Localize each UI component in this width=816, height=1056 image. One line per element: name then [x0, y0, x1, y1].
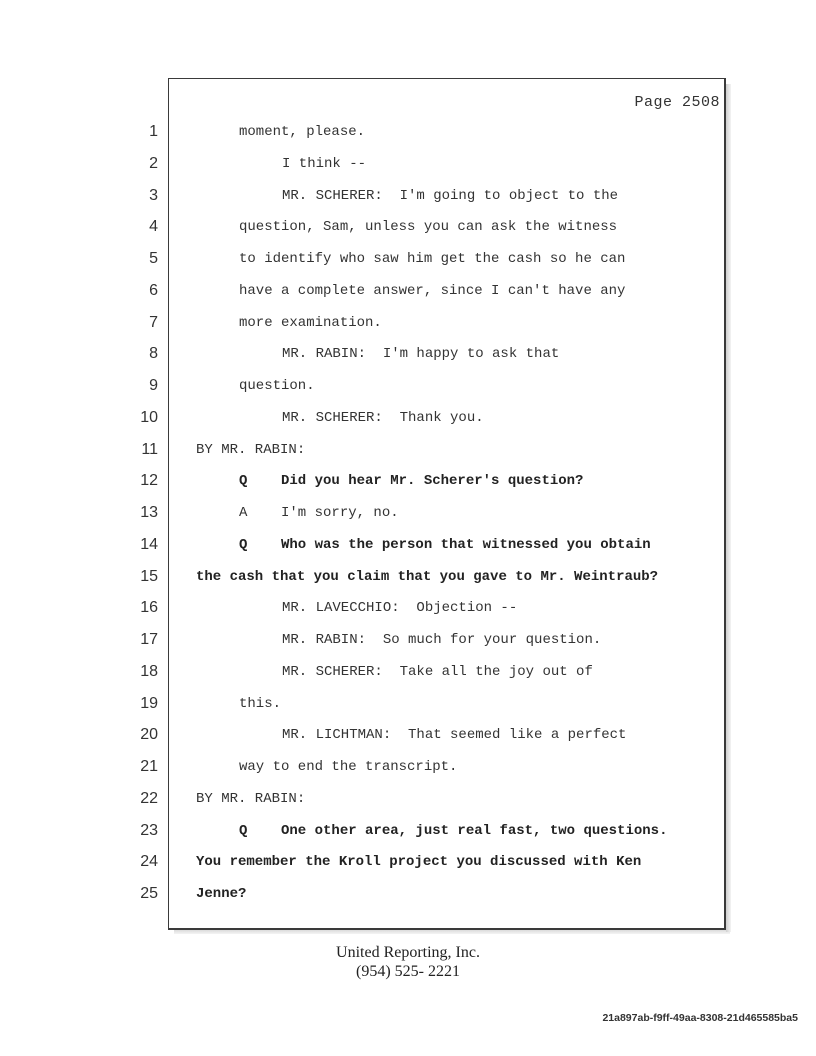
- transcript-line: You remember the Kroll project you discussed with Ken: [196, 854, 642, 870]
- page-number: Page 2508: [634, 94, 720, 111]
- transcript-line: MR. SCHERER: Take all the joy out of: [282, 664, 593, 680]
- transcript-line: BY MR. RABIN:: [196, 442, 306, 458]
- transcript-line: question, Sam, unless you can ask the witness: [239, 219, 618, 235]
- transcript-line: A I'm sorry, no.: [239, 505, 399, 521]
- line-number: 3: [149, 187, 158, 204]
- transcript-line: MR. RABIN: So much for your question.: [282, 632, 602, 648]
- transcript-line: MR. LAVECCHIO: Objection --: [282, 600, 518, 616]
- line-number: 4: [149, 218, 158, 235]
- line-number: 20: [140, 726, 158, 743]
- line-number: 8: [149, 345, 158, 362]
- transcript-line: Q Did you hear Mr. Scherer's question?: [239, 473, 584, 489]
- transcript-line: MR. LICHTMAN: That seemed like a perfect: [282, 727, 627, 743]
- transcript-line: BY MR. RABIN:: [196, 791, 306, 807]
- line-number: 17: [140, 631, 158, 648]
- transcript-line: Jenne?: [196, 886, 247, 902]
- transcript-line: MR. RABIN: I'm happy to ask that: [282, 346, 560, 362]
- line-number: 13: [140, 504, 158, 521]
- footer-company: United Reporting, Inc.: [336, 944, 480, 961]
- line-number: 15: [140, 568, 158, 585]
- line-number: 9: [149, 377, 158, 394]
- transcript-line: have a complete answer, since I can't have any: [239, 283, 626, 299]
- line-number: 19: [140, 695, 158, 712]
- line-number: 23: [140, 822, 158, 839]
- line-number: 16: [140, 599, 158, 616]
- transcript-line: this.: [239, 696, 282, 712]
- line-number: 10: [140, 409, 158, 426]
- transcript-line: MR. SCHERER: I'm going to object to the: [282, 188, 619, 204]
- line-number: 14: [140, 536, 158, 553]
- transcript-line: Q One other area, just real fast, two questions.: [239, 823, 668, 839]
- line-number: 12: [140, 472, 158, 489]
- line-number: 7: [149, 314, 158, 331]
- frame-shadow-right: [726, 84, 731, 932]
- line-number: 6: [149, 282, 158, 299]
- transcript-line: I think --: [282, 156, 367, 172]
- line-number: 22: [140, 790, 158, 807]
- line-number: 11: [141, 441, 158, 458]
- transcript-line: MR. SCHERER: Thank you.: [282, 410, 484, 426]
- transcript-line: more examination.: [239, 315, 382, 331]
- line-number: 25: [140, 885, 158, 902]
- line-number: 5: [149, 250, 158, 267]
- footer-phone: (954) 525- 2221: [356, 963, 460, 980]
- transcript-line: way to end the transcript.: [239, 759, 458, 775]
- line-number: 21: [140, 758, 158, 775]
- line-number: 24: [140, 853, 158, 870]
- transcript-line: the cash that you claim that you gave to Mr. Weintraub?: [196, 569, 659, 585]
- transcript-line: moment, please.: [239, 124, 366, 140]
- line-number: 18: [140, 663, 158, 680]
- transcript-line: Q Who was the person that witnessed you obtain: [239, 537, 651, 553]
- line-number: 1: [149, 123, 158, 140]
- line-number: 2: [149, 155, 158, 172]
- document-id: 21a897ab-f9ff-49aa-8308-21d465585ba5: [602, 1012, 798, 1024]
- transcript-line: question.: [239, 378, 315, 394]
- transcript-line: to identify who saw him get the cash so he can: [239, 251, 626, 267]
